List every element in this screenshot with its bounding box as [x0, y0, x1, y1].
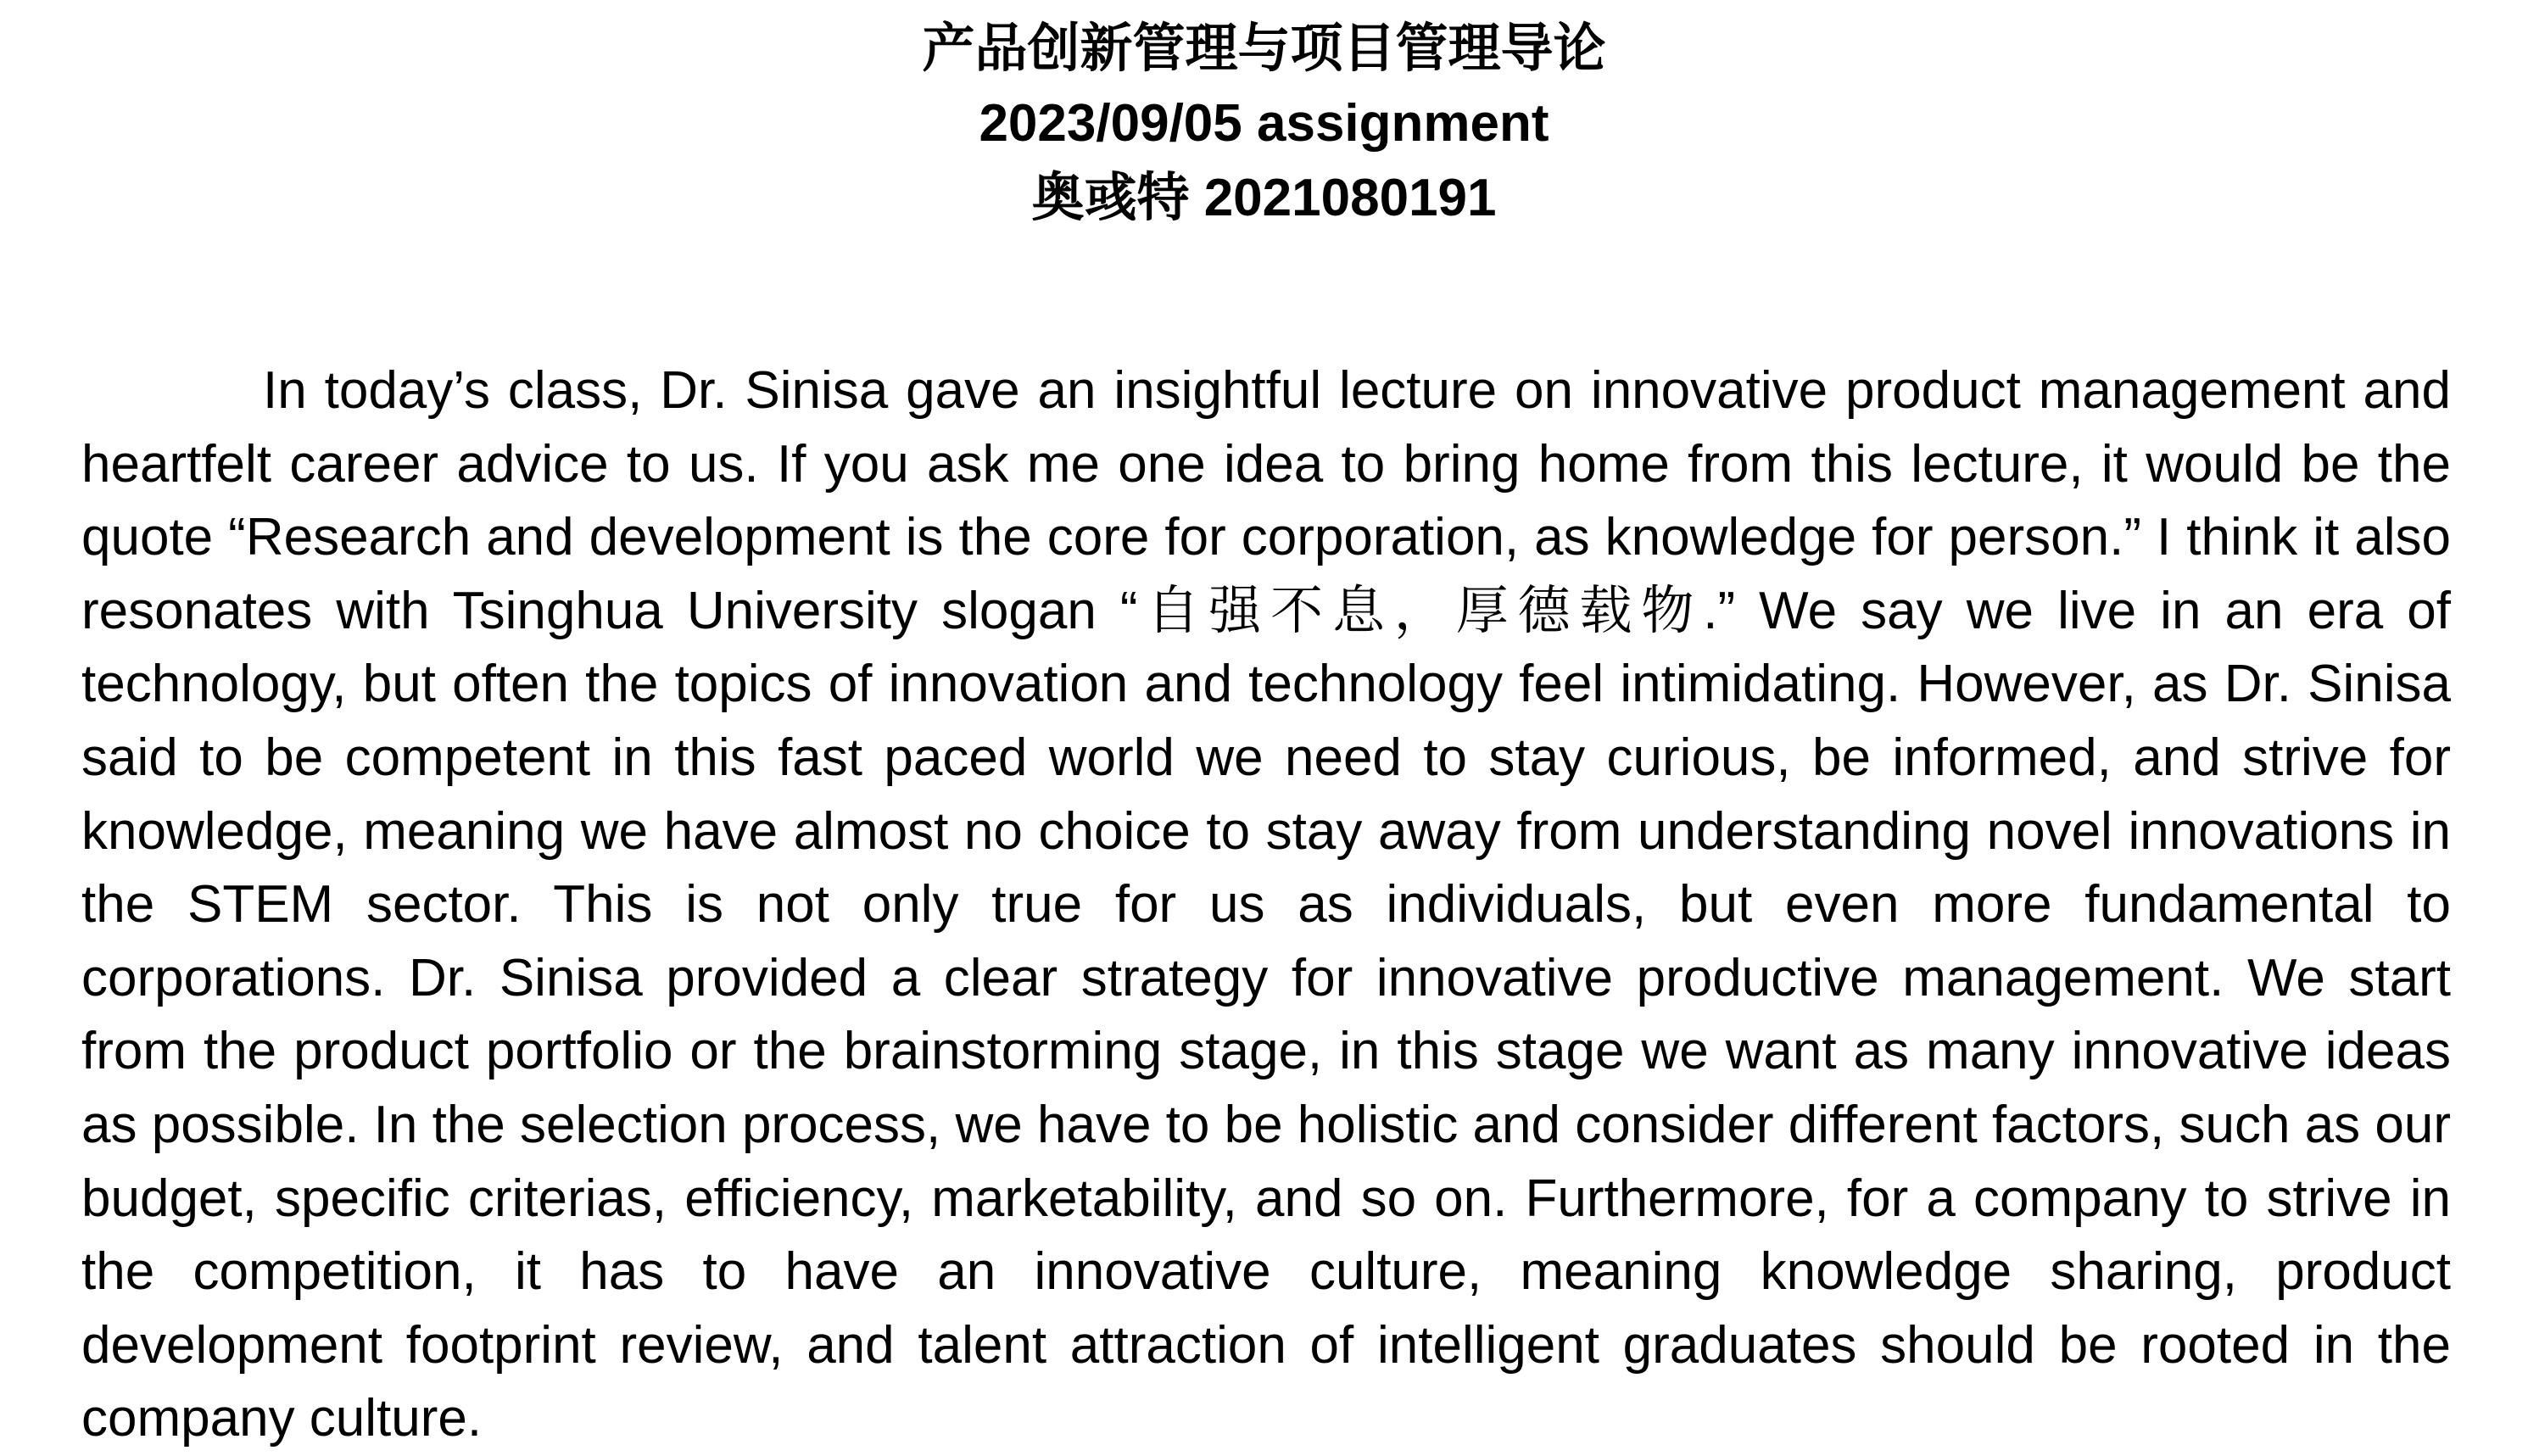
body-paragraph: In today’s class, Dr. Sinisa gave an insightful lecture on innovative product management and heartfelt career advice to us. If you ask me one idea to bring home from this lecture, it would be the quote “Research and development is the core for corporation, as knowledge for person.” I think it also resonates with Tsinghua University slogan “自强不息，厚德载物.” We say we live in an era of technology, but often the topics of innovation and technology feel intimidating. However, as Dr. Sinisa said to be competent in this fast paced world we need to stay curious, be informed, and strive for knowledge, meaning we have almost no choice to stay away from understanding novel innovations in the STEM sector. This is not only true for us as individuals, but even more fundamental to corporations. Dr. Sinisa provided a clear strategy for innovative productive management. We start from the product portfolio or the brainstorming stage, in this stage we want as many innovative ideas as possible. In the selection process, we have to be holistic and consider different factors, such as our budget, specific criterias, efficiency, marketability, and so on. Furthermore, for a company to strive in the competition, it has to have an innovative culture, meaning knowledge sharing, product development footprint review, and talent attraction of intelligent graduates should be rooted in the company culture.: [81, 361, 2451, 1448]
assignment-date: 2023/09/05 assignment: [979, 94, 1549, 153]
document-header: [0, 12, 2528, 236]
author-line: 奥彧特 2021080191: [1031, 169, 1497, 227]
document-title: 产品创新管理与项目管理导论: [922, 20, 1606, 78]
